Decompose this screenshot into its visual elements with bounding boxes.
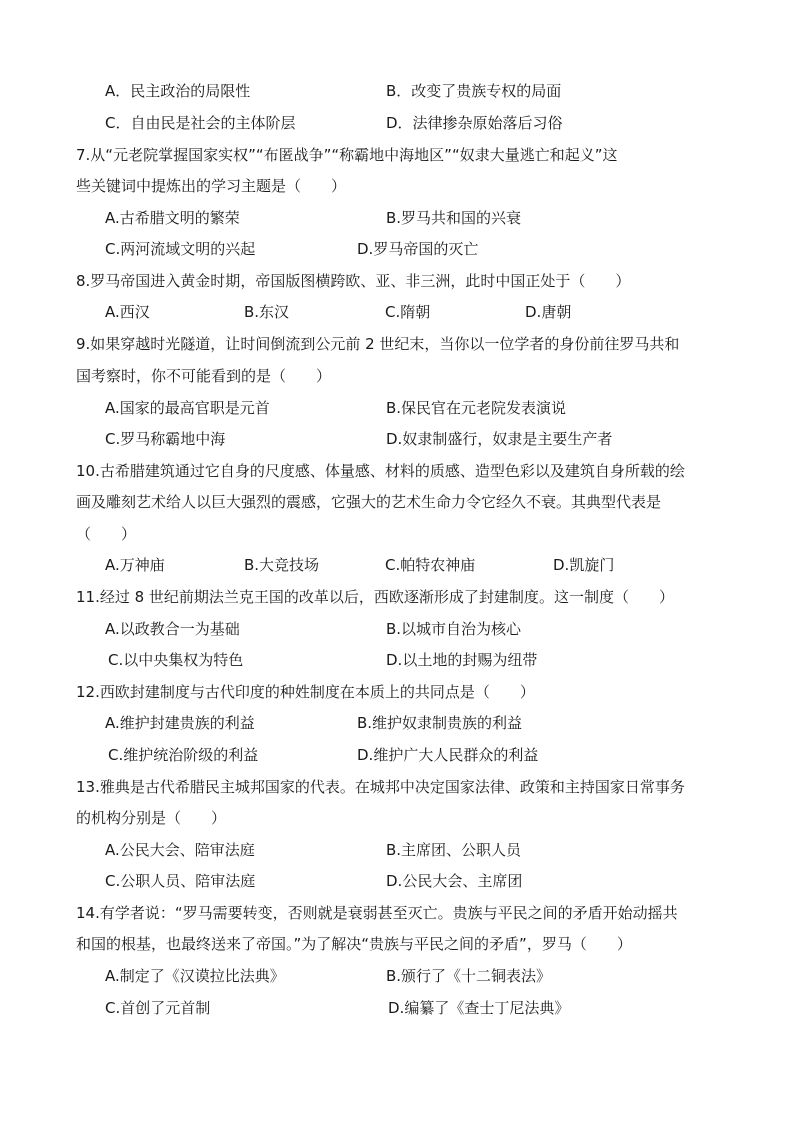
q11-option-c: C.以中央集权为特色 (108, 651, 244, 669)
q9-option-b: B.保民官在元老院发表演说 (386, 399, 567, 417)
q12-option-d: D.维护广大人民群众的利益 (357, 746, 539, 764)
q14-option-c: C.首创了元首制 (105, 999, 211, 1017)
q9-option-a: A.国家的最高官职是元首 (105, 399, 270, 417)
q7-option-c: C.两河流域文明的兴起 (105, 240, 256, 258)
q11-option-d: D.以土地的封赐为纽带 (386, 651, 538, 669)
q10-option-a: A.万神庙 (105, 556, 165, 574)
q10-stem-line3: （ ） (76, 525, 137, 543)
q13-option-a: A.公民大会、陪审法庭 (105, 841, 255, 859)
q7-option-b: B.罗马共和国的兴衰 (386, 209, 522, 227)
q13-stem-line2: 的机构分别是（ ） (76, 809, 227, 827)
q9-stem-line1: 9.如果穿越时光隧道，让时间倒流到公元前 2 世纪末，当你以一位学者的身份前往罗马共和 (76, 335, 680, 353)
q8-stem: 8.罗马帝国进入黄金时期，帝国版图横跨欧、亚、非三洲，此时中国正处于（ ） (76, 272, 631, 290)
q11-stem: 11.经过 8 世纪前期法兰克王国的改革以后，西欧逐渐形成了封建制度。这一制度（ ） (76, 588, 674, 606)
q14-option-d: D.编纂了《查士丁尼法典》 (388, 999, 570, 1017)
q12-option-a: A.维护封建贵族的利益 (105, 714, 255, 732)
q14-stem-line1: 14.有学者说：“罗马需要转变，否则就是衰弱甚至灭亡。贵族与平民之间的矛盾开始动摇共 (76, 904, 678, 922)
q12-stem: 12.西欧封建制度与古代印度的种姓制度在本质上的共同点是（ ） (76, 683, 535, 701)
q13-stem-line1: 13.雅典是古代希腊民主城邦国家的代表。在城邦中决定国家法律、政策和主持国家日常事务 (76, 778, 685, 796)
q14-option-a: A.制定了《汉谟拉比法典》 (105, 967, 285, 985)
q7-option-a: A.古希腊文明的繁荣 (105, 209, 240, 227)
q6-option-d: D．法律掺杂原始落后习俗 (386, 114, 563, 132)
q9-option-c: C.罗马称霸地中海 (105, 430, 226, 448)
q6-option-a: A．民主政治的局限性 (105, 82, 251, 100)
q12-option-b: B.维护奴隶制贵族的利益 (357, 714, 523, 732)
q13-option-d: D.公民大会、主席团 (386, 872, 523, 890)
q8-option-c: C.隋朝 (385, 303, 431, 321)
q12-option-c: C.维护统治阶级的利益 (108, 746, 259, 764)
q7-option-d: D.罗马帝国的灭亡 (357, 240, 479, 258)
q13-option-b: B.主席团、公职人员 (386, 841, 522, 859)
q10-option-c: C.帕特农神庙 (385, 556, 476, 574)
q13-option-c: C.公职人员、陪审法庭 (105, 872, 256, 890)
q14-stem-line2: 和国的根基，也最终送来了帝国。”为了解决“贵族与平民之间的矛盾”，罗马（ ） (76, 935, 632, 953)
q6-option-b: B．改变了贵族专权的局面 (386, 82, 562, 100)
q14-option-b: B.颁行了《十二铜表法》 (386, 967, 552, 985)
q11-option-b: B.以城市自治为核心 (386, 620, 522, 638)
q7-stem-line2: 些关键词中提炼出的学习主题是（ ） (76, 177, 347, 195)
q9-stem-line2: 国考察时，你不可能看到的是（ ） (76, 367, 332, 385)
q10-stem-line1: 10.古希腊建筑通过它自身的尺度感、体量感、材料的质感、造型色彩以及建筑自身所载的绘 (76, 462, 685, 480)
q8-option-d: D.唐朝 (525, 303, 572, 321)
q9-option-d: D.奴隶制盛行，奴隶是主要生产者 (386, 430, 613, 448)
q8-option-b: B.东汉 (244, 303, 290, 321)
q10-option-d: D.凯旋门 (553, 556, 615, 574)
q7-stem-line1: 7.从“元老院掌握国家实权”“布匿战争”“称霸地中海地区”“奴隶大量逃亡和起义”这 (76, 146, 618, 164)
q10-option-b: B.大竞技场 (244, 556, 320, 574)
q8-option-a: A.西汉 (105, 303, 150, 321)
q6-option-c: C．自由民是社会的主体阶层 (105, 114, 296, 132)
q11-option-a: A.以政教合一为基础 (105, 620, 240, 638)
q10-stem-line2: 画及雕刻艺术给人以巨大强烈的震感，它强大的艺术生命力令它经久不衰。其典型代表是 (76, 493, 662, 511)
